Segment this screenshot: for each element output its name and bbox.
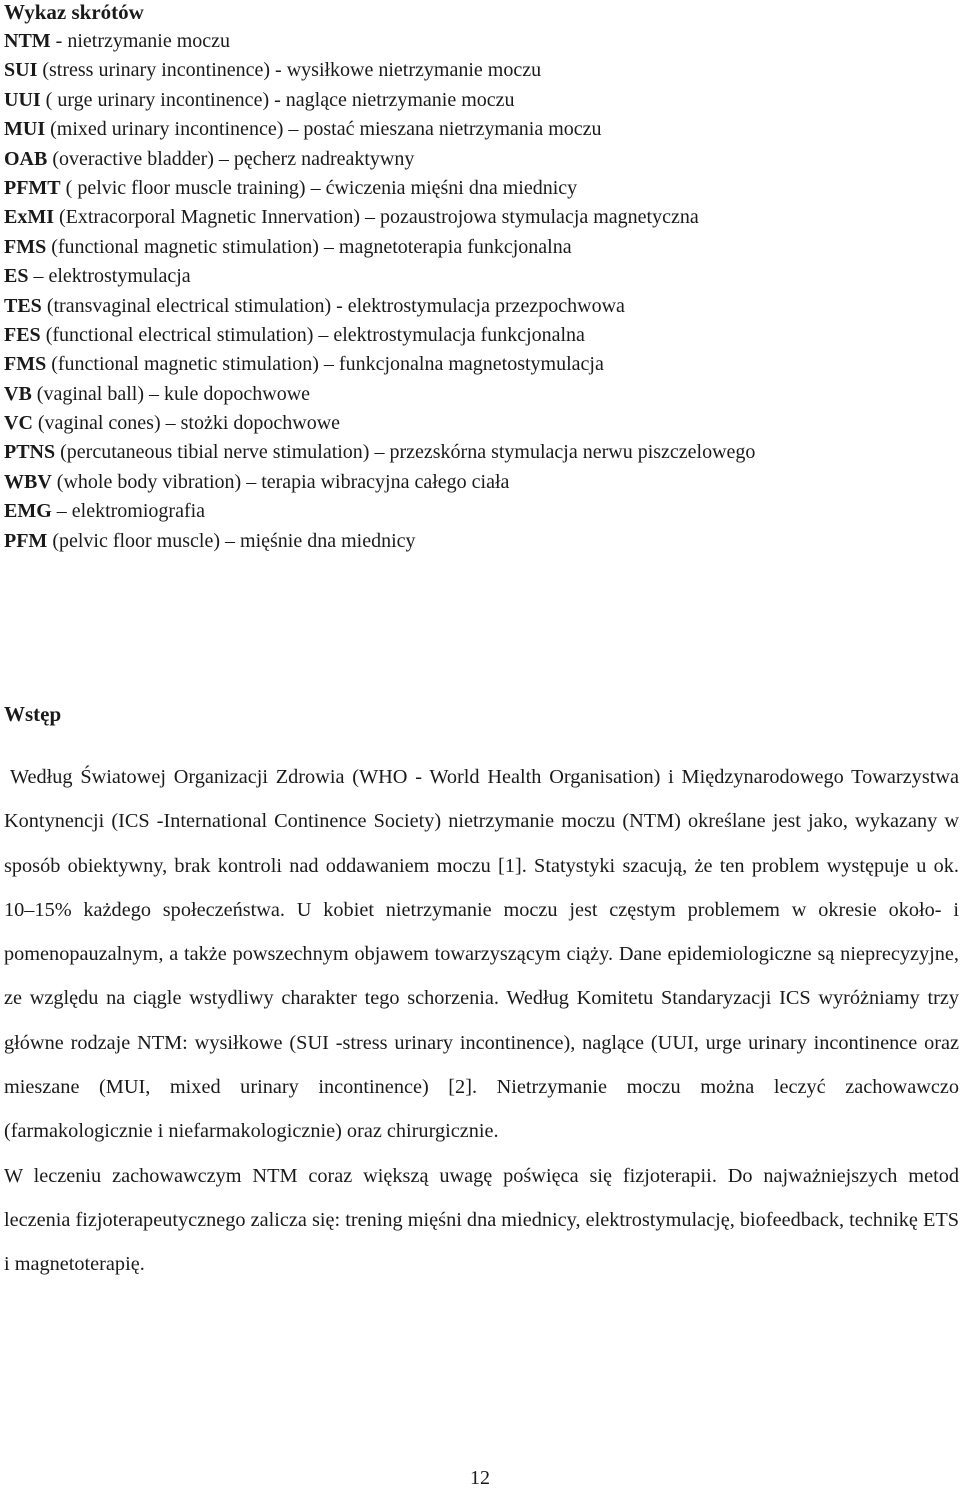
introduction-body bbox=[4, 755, 959, 1287]
abbreviation-code: FES bbox=[4, 323, 41, 346]
abbreviation-code: PFM bbox=[4, 529, 48, 552]
abbreviation-item bbox=[4, 350, 959, 379]
abbreviation-item bbox=[4, 56, 959, 85]
abbreviation-definition: (mixed urinary incontinence) – postać mieszana nietrzymania moczu bbox=[45, 118, 602, 141]
abbreviation-item bbox=[4, 145, 959, 174]
abbreviation-definition: ( urge urinary incontinence) - naglące nietrzymanie moczu bbox=[40, 88, 515, 111]
abbreviation-definition: (stress urinary incontinence) - wysiłkowe nietrzymanie moczu bbox=[37, 59, 542, 82]
abbreviation-item bbox=[4, 438, 959, 467]
abbreviation-definition: (functional magnetic stimulation) – magnetoterapia funkcjonalna bbox=[46, 235, 572, 258]
abbreviation-code: SUI bbox=[4, 59, 38, 82]
abbreviations-heading: Wykaz skrótów bbox=[4, 0, 144, 24]
abbreviation-code: FMS bbox=[4, 235, 47, 258]
abbreviation-item bbox=[4, 262, 959, 291]
abbreviation-item bbox=[4, 380, 959, 409]
abbreviation-item bbox=[4, 174, 959, 203]
abbreviation-code: FMS bbox=[4, 353, 47, 376]
abbreviation-item bbox=[4, 497, 959, 526]
introduction-paragraph: W leczeniu zachowawczym NTM coraz większą uwagę poświęca się fizjoterapii. Do najważniejszych metod leczenia fizjoterapeutycznego zalicza się: trening mięśni dna miednicy, elektrostymulację, biofeedback, technikę ETS i magnetoterapię. bbox=[4, 1164, 959, 1276]
abbreviation-item bbox=[4, 292, 959, 321]
abbreviation-item bbox=[4, 527, 959, 556]
abbreviation-item bbox=[4, 409, 959, 438]
abbreviation-code: MUI bbox=[4, 118, 46, 141]
abbreviation-definition: – elektrostymulacja bbox=[28, 265, 191, 288]
abbreviation-code: UUI bbox=[4, 88, 41, 111]
abbreviation-definition: - nietrzymanie moczu bbox=[50, 30, 231, 52]
abbreviation-code: ES bbox=[4, 265, 29, 288]
introduction-heading: Wstęp bbox=[4, 702, 62, 726]
abbreviation-code: TES bbox=[4, 294, 42, 317]
abbreviation-definition: (functional magnetic stimulation) – funkcjonalna magnetostymulacja bbox=[46, 353, 604, 376]
abbreviation-definition: – elektromiografia bbox=[51, 500, 206, 523]
abbreviation-item bbox=[4, 203, 959, 232]
abbreviation-definition: (vaginal cones) – stożki dopochwowe bbox=[32, 412, 341, 435]
abbreviation-code: VB bbox=[4, 382, 32, 405]
abbreviation-code: VC bbox=[4, 412, 33, 435]
abbreviation-code: EMG bbox=[4, 500, 52, 523]
abbreviation-definition: (percutaneous tibial nerve stimulation) – przezskórna stymulacja nerwu piszczelowego bbox=[55, 441, 756, 464]
abbreviation-item bbox=[4, 321, 959, 350]
abbreviation-definition: (transvaginal electrical stimulation) - elektrostymulacja przezpochwowa bbox=[41, 294, 625, 317]
abbreviation-code: WBV bbox=[4, 470, 52, 493]
abbreviation-item bbox=[4, 27, 959, 56]
abbreviation-definition: (whole body vibration) – terapia wibracyjna całego ciała bbox=[51, 470, 510, 493]
abbreviation-code: PFMT bbox=[4, 176, 61, 199]
abbreviation-definition: (pelvic floor muscle) – mięśnie dna miednicy bbox=[47, 529, 416, 552]
abbreviation-item bbox=[4, 115, 959, 144]
abbreviation-definition: (vaginal ball) – kule dopochwowe bbox=[31, 382, 311, 405]
abbreviation-code: PTNS bbox=[4, 441, 56, 464]
abbreviation-definition: (functional electrical stimulation) – elektrostymulacja funkcjonalna bbox=[40, 323, 585, 346]
abbreviation-definition: (Extracorporal Magnetic Innervation) – pozaustrojowa stymulacja magnetyczna bbox=[54, 206, 699, 229]
abbreviation-item bbox=[4, 233, 959, 262]
abbreviations-list bbox=[4, 27, 959, 556]
introduction-paragraph: Według Światowej Organizacji Zdrowia (WHO - World Health Organisation) i Międzynarodowego Towarzystwa Kontynencji (ICS -International Continence Society) nietrzymanie moczu (NTM) określane jest jako, wykazany w sposób obiektywny, brak kontroli nad oddawaniem moczu [1]. Statystyki szacują, że ten problem występuje u ok. 10–15% każdego społeczeństwa. U kobiet nietrzymanie moczu jest częstym problemem w okresie około- i pomenopauzalnym, a także powszechnym objawem towarzyszącym ciąży. Dane epidemiologiczne są nieprecyzyjne, ze względu na ciągle wstydliwy charakter tego schorzenia. Według Komitetu Standaryzacji ICS wyróżniamy trzy główne rodzaje NTM: wysiłkowe (SUI -stress urinary incontinence), naglące (UUI, urge urinary incontinence oraz mieszane (MUI, mixed urinary incontinence) [2]. Nietrzymanie moczu można leczyć zachowawczo (farmakologicznie i niefarmakologicznie) oraz chirurgicznie. bbox=[4, 766, 959, 1143]
abbreviation-item bbox=[4, 86, 959, 115]
page-number: 12 bbox=[470, 1467, 490, 1489]
abbreviation-definition: (overactive bladder) – pęcherz nadreaktywny bbox=[47, 147, 415, 170]
abbreviation-item bbox=[4, 468, 959, 497]
abbreviation-definition: ( pelvic floor muscle training) – ćwiczenia mięśni dna miednicy bbox=[60, 176, 578, 199]
abbreviation-code: OAB bbox=[4, 147, 48, 170]
abbreviation-code: ExMI bbox=[4, 206, 54, 229]
abbreviation-code: NTM bbox=[4, 30, 51, 52]
